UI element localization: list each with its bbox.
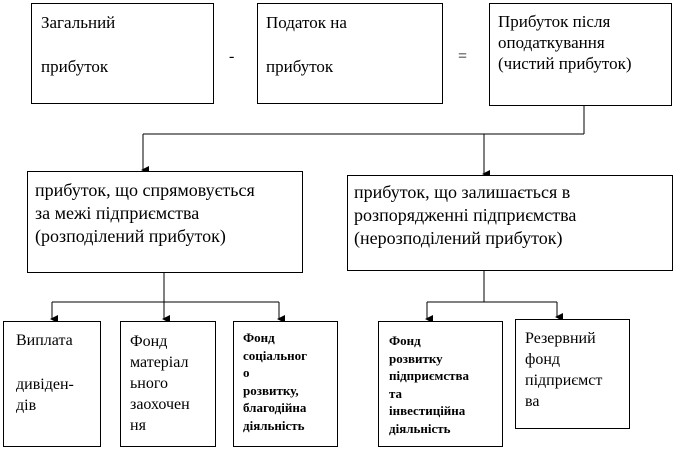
tax-label-line2: прибуток — [266, 57, 334, 76]
development-fund-label: Фонд розвитку підприємства та інвестиційна діяльність — [389, 333, 470, 436]
reserve-fund-label: Резервний фонд підприємст ва — [525, 330, 603, 410]
equals-sign: = — [458, 48, 468, 65]
development-fund-box — [378, 321, 503, 447]
retained-profit-label: прибуток, що залишається в розпорядженні підприємства (нерозподілений прибуток) — [354, 182, 577, 248]
social-fund-box — [233, 321, 338, 447]
gross-profit-label-line2: прибуток — [41, 57, 109, 76]
gross-profit-label-line1: Загальний — [41, 13, 116, 32]
reserve-fund-box — [515, 319, 630, 429]
social-fund-label: Фонд соціальног о розвитку, благодійна діяльність — [243, 330, 308, 433]
minus-sign: - — [229, 48, 235, 65]
net-profit-box — [489, 3, 672, 106]
tax-box — [257, 3, 443, 104]
distributed-profit-box — [27, 171, 303, 273]
material-fund-label: Фонд матеріал ьного заохочен ня — [130, 333, 190, 434]
material-fund-box — [120, 321, 216, 447]
dividends-label-line1: Виплата — [16, 332, 73, 349]
gross-profit-box — [31, 3, 214, 104]
net-profit-label: Прибуток після оподаткування (чистий прибуток) — [498, 12, 632, 73]
dividends-label-line2: дивіден- дів — [16, 376, 74, 414]
distributed-profit-label: прибуток, що спрямовується за межі підприємства (розподілений прибуток) — [35, 180, 255, 246]
dividends-box — [3, 321, 101, 447]
tax-label-line1: Податок на — [266, 13, 347, 32]
retained-profit-box — [347, 175, 673, 271]
